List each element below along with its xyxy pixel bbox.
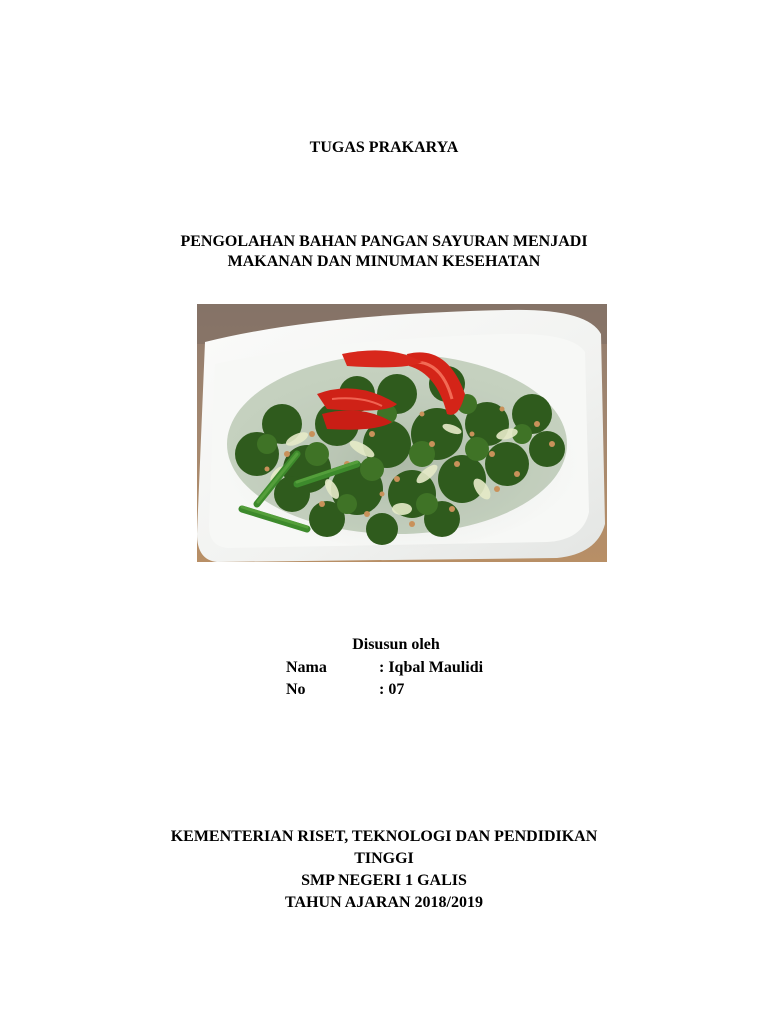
number-label: No xyxy=(286,681,306,698)
author-heading: Disusun oleh xyxy=(352,636,440,653)
school-name: SMP NEGERI 1 GALIS xyxy=(301,872,467,889)
vegetable-salad-photo xyxy=(197,304,607,562)
title-line-2: MAKANAN DAN MINUMAN KESEHATAN xyxy=(227,253,541,270)
ministry-line-2: TINGGI xyxy=(354,850,414,867)
institution-block xyxy=(0,826,768,914)
academic-year: TAHUN AJARAN 2018/2019 xyxy=(285,894,483,911)
author-name-row xyxy=(286,658,546,678)
name-label: Nama xyxy=(286,659,327,676)
number-value: : 07 xyxy=(379,681,405,698)
document-type: TUGAS PRAKARYA xyxy=(309,139,459,156)
document-title xyxy=(0,232,768,272)
name-value: : Iqbal Maulidi xyxy=(379,659,484,676)
ministry-line-1: KEMENTERIAN RISET, TEKNOLOGI DAN PENDIDIKAN xyxy=(170,828,598,845)
title-line-1: PENGOLAHAN BAHAN PANGAN SAYURAN MENJADI xyxy=(180,233,588,250)
author-number-row xyxy=(286,680,546,700)
